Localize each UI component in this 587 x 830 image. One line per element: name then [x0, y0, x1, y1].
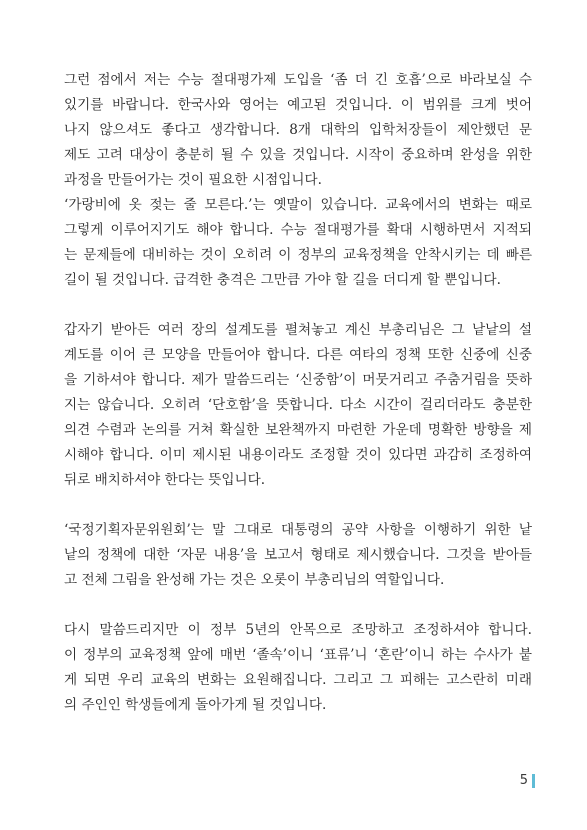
paragraph-2 [64, 193, 532, 293]
text-line: 그렇게 이루어지기도 해야 합니다. 수능 절대평가를 확대 시행하면서 지적되 [64, 222, 532, 238]
text-line: 과정을 만들어가는 것이 필요한 시점입니다. [64, 172, 322, 188]
text-line: 뒤로 배치하셔야 한다는 뜻입니다. [64, 472, 266, 488]
text-line: 그런 점에서 저는 수능 절대평가제 도입을 ‘좀 더 긴 호흡’으로 바라보실 수 [64, 72, 532, 88]
text-line: ‘가랑비에 옷 젖는 줄 모른다.’는 옛말이 있습니다. 교육에서의 변화는 때로 [64, 197, 532, 213]
page-number: 5 [519, 773, 528, 788]
text-line: 의 주인인 학생들에게 돌아가게 될 것입니다. [64, 697, 327, 713]
text-line: 낱의 정책에 대한 ‘자문 내용’을 보고서 형태로 제시했습니다. 그것을 받아들 [64, 547, 532, 563]
paragraph-3 [64, 318, 532, 493]
paragraph-gap [64, 493, 532, 518]
text-line: 다시 말씀드리지만 이 정부 5년의 안목으로 조망하고 조정하셔야 합니다. [64, 622, 532, 638]
text-line: 나지 않으셔도 좋다고 생각합니다. 8개 대학의 입학처장들이 제안했던 문 [64, 122, 532, 138]
text-line: 게 되면 우리 교육의 변화는 요원해집니다. 그리고 그 피해는 고스란히 미래 [64, 672, 532, 688]
paragraph-1 [64, 68, 532, 193]
text-line: 길이 될 것입니다. 급격한 충격은 그만큼 가야 할 길을 더디게 할 뿐입니다. [64, 272, 501, 288]
text-line: 의견 수렴과 논의를 거쳐 확실한 보완책까지 마련한 가운데 명확한 방향을 제 [64, 422, 532, 438]
text-line: 시해야 합니다. 이미 제시된 내용이라도 조정할 것이 있다면 과감히 조정하여 [64, 447, 532, 463]
text-line: 을 기하셔야 합니다. 제가 말씀드리는 ‘신중함’이 머뭇거리고 주춤거림을 뜻하 [64, 372, 532, 388]
paragraph-5 [64, 618, 532, 718]
text-line: 는 문제들에 대비하는 것이 오히려 이 정부의 교육정책을 안착시키는 데 빠른 [64, 247, 532, 263]
text-line: 제도 고려 대상이 충분히 될 수 있을 것입니다. 시작이 중요하며 완성을 위한 [64, 147, 532, 163]
paragraph-gap [64, 293, 532, 318]
text-line: ‘국정기획자문위원회’는 말 그대로 대통령의 공약 사항을 이행하기 위한 낱 [64, 522, 532, 538]
text-line: 계도를 이어 큰 모양을 만들어야 합니다. 다른 여타의 정책 또한 신중에 신중 [64, 347, 532, 363]
text-line: 고 전체 그림을 완성해 가는 것은 오롯이 부총리님의 역할입니다. [64, 572, 445, 588]
page-accent-bar [532, 774, 535, 788]
text-line: 이 정부의 교육정책 앞에 매번 ‘졸속’이니 ‘표류’니 ‘혼란’이니 하는 수사가 붙 [64, 647, 532, 663]
body-text [64, 68, 532, 718]
text-line: 갑자기 받아든 여러 장의 설계도를 펼쳐놓고 계신 부총리님은 그 낱낱의 설 [64, 322, 532, 338]
paragraph-gap [64, 593, 532, 618]
text-line: 있기를 바랍니다. 한국사와 영어는 예고된 것입니다. 이 범위를 크게 벗어 [64, 97, 532, 113]
page-footer [520, 773, 535, 788]
paragraph-4 [64, 518, 532, 593]
text-line: 지는 않습니다. 오히려 ‘단호함’을 뜻합니다. 다소 시간이 걸리더라도 충분한 [64, 397, 532, 413]
